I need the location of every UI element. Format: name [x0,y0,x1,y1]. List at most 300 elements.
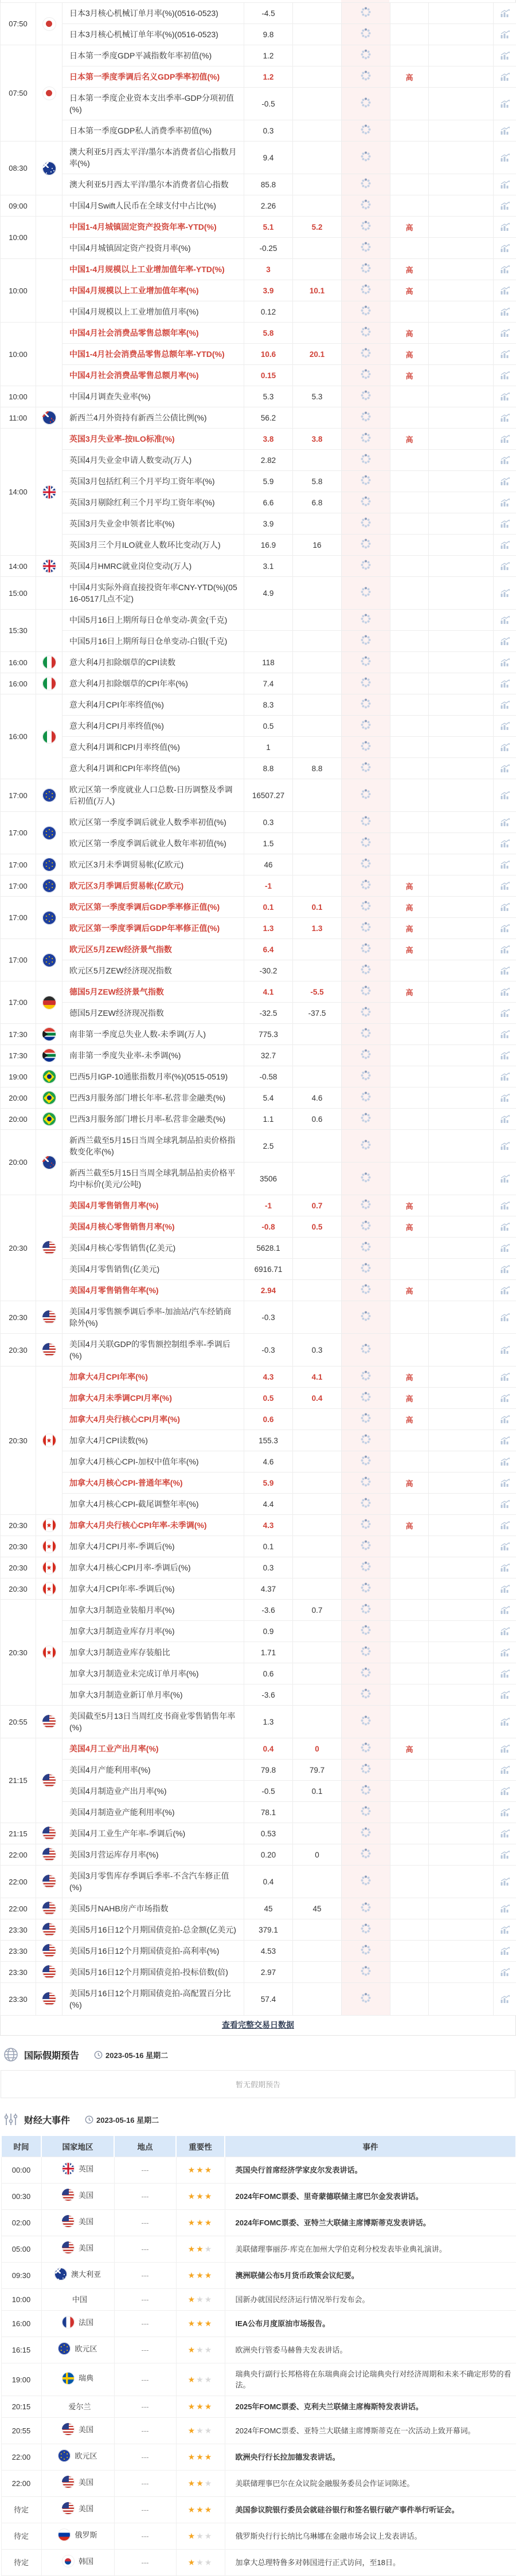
indicator-name[interactable]: 加拿大4月核心CPI月率-季调后(%) [62,1557,244,1578]
indicator-name[interactable]: 美国5月16日12个月期国债竞拍-总金额(亿美元) [62,1919,244,1941]
chart-icon-cell[interactable] [494,1760,516,1781]
indicator-name[interactable]: 中国4月城镇固定资产投资月率(%) [62,238,244,259]
indicator-name[interactable]: 英国3月三个月ILO就业人数环比变动(万人) [62,535,244,556]
chart-icon-cell[interactable] [494,918,516,939]
chart-icon-cell[interactable] [494,513,516,535]
indicator-name[interactable]: 英国3月失业金申领者比率(%) [62,513,244,535]
indicator-name[interactable]: 巴西5月IGP-10通胀指数月率(%)(0515-0519) [62,1066,244,1087]
chart-icon-cell[interactable] [494,1301,516,1334]
indicator-name[interactable]: 日本3月核心机械订单月率(%)(0516-0523) [62,3,244,24]
indicator-name[interactable]: 巴西3月服务部门增长年率-私营非金融类(%) [62,1087,244,1109]
chart-icon-cell[interactable] [494,88,516,120]
chart-icon-cell[interactable] [494,1163,516,1195]
country-flag-cell [36,1600,62,1706]
importance-badge [390,1087,429,1109]
indicator-name[interactable]: 美国4月零售销售年率(%) [62,1280,244,1301]
time-cell: 17:00 [1,897,36,939]
chart-icon-cell[interactable] [494,195,516,217]
chart-icon-cell[interactable] [494,120,516,142]
chart-icon-cell[interactable] [494,1557,516,1578]
indicator-name[interactable]: 美国4月核心零售销售(亿美元) [62,1238,244,1259]
indicator-name[interactable]: 中国5月16日上期所每日仓单变动-黄金(千克) [62,610,244,631]
event-importance-stars [176,2497,225,2523]
event-text[interactable]: 加拿大总理特鲁多对韩国进行正式访问，至18日。 [225,2550,516,2576]
chart-icon-cell[interactable] [494,1844,516,1866]
chart-icon-cell[interactable] [494,429,516,450]
chart-icon-cell[interactable] [494,344,516,365]
event-text[interactable]: 欧洲央行管委马赫鲁夫发表讲话。 [225,2337,516,2363]
indicator-name[interactable]: 意大利4月CPI年率终值(%) [62,694,244,716]
chart-icon-cell[interactable] [494,716,516,737]
country-flag-cell [36,1706,62,1738]
chart-icon-cell[interactable] [494,1578,516,1600]
event-time: 待定 [1,2523,41,2550]
chart-icon-cell[interactable] [494,1024,516,1045]
event-country [62,2316,93,2328]
loading-spinner-icon [365,1417,367,1419]
published-value-cell [342,1684,390,1706]
chart-icon-cell[interactable] [494,1802,516,1823]
indicator-name[interactable]: 中国4月Swift人民币在全球支付中占比(%) [62,195,244,217]
indicator-name[interactable]: 美国4月零售销售(亿美元) [62,1259,244,1280]
event-text[interactable]: IEA公布月度原油市场报告。 [225,2311,516,2337]
event-text[interactable]: 美联储理事巴尔在众议院金融服务委员会作证词陈述。 [225,2471,516,2497]
event-text[interactable]: 欧洲央行行长拉加德发表讲话。 [225,2444,516,2471]
indicator-name[interactable]: 意大利4月扣除烟草的CPI读数 [62,652,244,673]
previous-value: 1.2 [244,66,293,88]
chart-icon-cell[interactable] [494,1130,516,1163]
loading-spinner-icon [365,862,367,865]
indicator-name[interactable]: 新西兰4月外资持有新西兰公债比例(%) [62,407,244,429]
indicator-name[interactable]: 欧元区第一季度就业人口总数-日历调整及季调后初值(万人) [62,779,244,812]
indicator-name[interactable]: 美国3月零售库存季调后季率-不含汽车修正值(%) [62,1866,244,1898]
previous-value: 0.4 [244,1738,293,1760]
calendar-row [1,918,516,939]
chart-icon-cell[interactable] [494,1366,516,1388]
indicator-name[interactable]: 巴西3月服务部门增长月率-私营非金融类(%) [62,1109,244,1130]
chart-icon-cell[interactable] [494,217,516,238]
indicator-name[interactable]: 中国4月社会消费品零售总额月率(%) [62,365,244,386]
event-text[interactable]: 澳洲联储公布5月货币政策会议纪要。 [225,2263,516,2289]
it-flag-icon [42,677,56,690]
chart-icon-cell[interactable] [494,1706,516,1738]
chart-icon-cell[interactable] [494,1280,516,1301]
event-text[interactable]: 2024年FOMC票委、里奇蒙德联储主席巴尔金发表讲话。 [225,2184,516,2210]
chart-icon [500,222,510,231]
events-header-importance: 重要性 [176,2136,225,2157]
indicator-name[interactable]: 美国4月关联GDP的零售额控制组季率-季调后(%) [62,1334,244,1366]
chart-icon-cell[interactable] [494,631,516,652]
previous-value: 379.1 [244,1919,293,1941]
published-value-cell [342,1941,390,1962]
de-flag-icon [42,996,56,1010]
bull-bear-cell [429,1238,494,1259]
chart-icon-cell[interactable] [494,981,516,1003]
chart-icon-cell[interactable] [494,66,516,88]
chart-icon [500,1968,510,1977]
indicator-name[interactable]: 新西兰截至5月15日当周全球乳制品拍卖价格平均中标价(美元/公吨) [62,1163,244,1195]
chart-icon-cell[interactable] [494,610,516,631]
indicator-name[interactable]: 中国4月规模以上工业增加值年率(%) [62,280,244,301]
indicator-name[interactable]: 英国4月失业金申请人数变动(万人) [62,450,244,471]
indicator-name[interactable]: 欧元区5月ZEW经济景气指数 [62,939,244,960]
indicator-name[interactable]: 美国截至5月13日当周红皮书商业零售销售年率(%) [62,1706,244,1738]
bull-bear-cell [429,1216,494,1238]
chart-icon-cell[interactable] [494,1494,516,1515]
chart-icon-cell[interactable] [494,1087,516,1109]
chart-icon [500,1808,510,1817]
indicator-name[interactable]: 英国4月HMRC就业岗位变动(万人) [62,556,244,577]
country-flag-cell [36,3,62,45]
indicator-name[interactable]: 日本3月核心机械订单年率(%)(0516-0523) [62,24,244,45]
indicator-name[interactable]: 美国4月制造业产能利用率(%) [62,1802,244,1823]
chart-icon-cell[interactable] [494,758,516,779]
calendar-row [1,1898,516,1919]
us-flag-icon [42,1774,56,1788]
event-country-cell [41,2311,114,2337]
event-text[interactable]: 瑞典央行副行长邦格将在东瑞典商会讨论瑞典央行对经济周期和未来不确定形势的看法。 [225,2363,516,2396]
indicator-name[interactable]: 加拿大4月核心CPI-截尾调整年率(%) [62,1494,244,1515]
indicator-name[interactable]: 加拿大4月CPI月率-季调后(%) [62,1536,244,1557]
indicator-name[interactable]: 加拿大3月制造业库存装船比 [62,1642,244,1663]
indicator-name[interactable]: 美国5月16日12个月期国债竞拍-投标倍数(倍) [62,1962,244,1983]
view-full-data-link[interactable]: 查看完整交易日数据 [222,2020,294,2029]
previous-value: 0.3 [244,120,293,142]
chart-icon-cell[interactable] [494,1781,516,1802]
bull-bear-cell [429,386,494,407]
chart-icon-cell[interactable] [494,1259,516,1280]
indicator-name[interactable]: 澳大利亚5月西太平洋/墨尔本消费者信心指数 [62,174,244,195]
chart-icon-cell[interactable] [494,577,516,610]
published-value-cell [342,1515,390,1536]
forecast-value: 4.6 [293,1087,342,1109]
star-rating-icon: ★★★ [188,2165,213,2174]
chart-icon-cell[interactable] [494,1388,516,1409]
chart-icon-cell[interactable] [494,535,516,556]
event-text[interactable]: 美联储理事丽莎·库克在加州大学伯克利分校发表毕业典礼演讲。 [225,2236,516,2263]
chart-icon-cell[interactable] [494,492,516,513]
previous-value: 8.8 [244,758,293,779]
chart-icon-cell[interactable] [494,174,516,195]
loading-spinner-icon [365,352,367,354]
it-flag-icon [42,655,56,669]
chart-icon-cell[interactable] [494,450,516,471]
chart-icon-cell[interactable] [494,1238,516,1259]
country-flag-cell [36,142,62,195]
indicator-name[interactable]: 中国5月16日上期所每日仓单变动-白银(千克) [62,631,244,652]
indicator-name[interactable]: 新西兰截至5月15日当周全球乳制品拍卖价格指数变化率(%) [62,1130,244,1163]
indicator-name[interactable]: 加拿大4月CPI读数(%) [62,1430,244,1451]
published-value-cell [342,259,390,280]
indicator-name[interactable]: 加拿大4月核心CPI-普通年率(%) [62,1472,244,1494]
indicator-name[interactable]: 日本第一季度GDP平减指数年率初值(%) [62,45,244,66]
forecast-value: 16 [293,535,342,556]
event-location: --- [114,2418,176,2444]
calendar-row [1,66,516,88]
country-flag-cell [36,1109,62,1130]
event-text[interactable]: 美国参议院银行委员会就硅谷银行和签名银行破产事件举行听证会。 [225,2497,516,2523]
indicator-name[interactable]: 南非第一季度失业率-未季调(%) [62,1045,244,1066]
importance-badge [390,24,429,45]
chart-icon-cell[interactable] [494,812,516,833]
previous-value: 2.82 [244,450,293,471]
calendar-row [1,1515,516,1536]
published-value-cell [342,174,390,195]
bull-bear-cell [429,280,494,301]
event-text[interactable]: 国新办就国民经济运行情况举行发布会。 [225,2289,516,2311]
previous-value: -32.5 [244,1003,293,1024]
indicator-name[interactable]: 美国5月NAHB房产市场指数 [62,1898,244,1919]
bull-bear-cell [429,45,494,66]
chart-icon-cell[interactable] [494,1663,516,1684]
calendar-row [1,24,516,45]
indicator-name[interactable]: 日本第一季度季调后名义GDP季率初值(%) [62,66,244,88]
chart-icon-cell[interactable] [494,1109,516,1130]
chart-icon-cell[interactable] [494,1045,516,1066]
loading-spinner-icon [365,883,367,886]
time-cell: 20:30 [1,1536,36,1557]
previous-value: 3.8 [244,429,293,450]
chart-icon-cell[interactable] [494,365,516,386]
indicator-name[interactable]: 美国4月零售销售月率(%) [62,1195,244,1216]
indicator-name[interactable]: 欧元区3月未季调贸易帐(亿欧元) [62,854,244,875]
indicator-name[interactable]: 欧元区第一季度季调后GDP季率修正值(%) [62,897,244,918]
forecast-value: 0.1 [293,1781,342,1802]
chart-icon-cell[interactable] [494,386,516,407]
indicator-name[interactable]: 加拿大3月制造业装船月率(%) [62,1600,244,1621]
chart-icon-cell[interactable] [494,1642,516,1663]
chart-icon-cell[interactable] [494,238,516,259]
country-flag-cell [36,1066,62,1087]
indicator-name[interactable]: 意大利4月扣除烟草的CPI年率(%) [62,673,244,694]
indicator-name[interactable]: 欧元区第一季度季调后就业人数年率初值(%) [62,833,244,854]
indicator-name[interactable]: 美国4月产能利用率(%) [62,1760,244,1781]
chart-icon-cell[interactable] [494,1003,516,1024]
indicator-name[interactable]: 美国5月16日12个月期国债竞拍-高配置百分比(%) [62,1983,244,2016]
indicator-name[interactable]: 欧元区第一季度季调后就业人数季率初值(%) [62,812,244,833]
chart-icon-cell[interactable] [494,833,516,854]
chart-icon-cell[interactable] [494,1823,516,1844]
indicator-name[interactable]: 澳大利亚5月西太平洋/墨尔本消费者信心指数月率(%) [62,142,244,174]
time-cell: 17:00 [1,854,36,875]
chart-icon-cell[interactable] [494,1941,516,1962]
event-country-cell [41,2263,114,2289]
importance-badge [390,492,429,513]
indicator-name[interactable]: 美国4月工业产出月率(%) [62,1738,244,1760]
chart-icon-cell[interactable] [494,779,516,812]
chart-icon-cell[interactable] [494,1600,516,1621]
chart-icon-cell[interactable] [494,939,516,960]
event-country [62,2241,93,2254]
importance-badge: 高 [390,429,429,450]
importance-badge [390,535,429,556]
previous-value: -30.2 [244,960,293,981]
indicator-name[interactable]: 中国1-4月规模以上工业增加值年率-YTD(%) [62,259,244,280]
chart-icon-cell[interactable] [494,1409,516,1430]
bull-bear-cell [429,1962,494,1983]
calendar-row [1,1866,516,1898]
indicator-name[interactable]: 欧元区3月季调后贸易帐(亿欧元) [62,875,244,897]
indicator-name[interactable]: 中国1-4月城镇固定资产投资年率-YTD(%) [62,217,244,238]
chart-icon-cell[interactable] [494,652,516,673]
time-cell: 17:30 [1,1045,36,1066]
forecast-value [293,1430,342,1451]
published-value-cell [342,142,390,174]
chart-icon-cell[interactable] [494,1472,516,1494]
forecast-value [293,1238,342,1259]
chart-icon-cell[interactable] [494,1451,516,1472]
indicator-name[interactable]: 加拿大4月央行核心CPI年率-未季调(%) [62,1515,244,1536]
chart-icon-cell[interactable] [494,1919,516,1941]
time-cell: 20:30 [1,1600,36,1706]
indicator-name[interactable]: 美国3月营运库存月率(%) [62,1844,244,1866]
chart-icon-cell[interactable] [494,1536,516,1557]
indicator-name[interactable]: 加拿大3月制造业新订单月率(%) [62,1684,244,1706]
indicator-name[interactable]: 加拿大4月未季调CPI月率(%) [62,1388,244,1409]
indicator-name[interactable]: 中国1-4月社会消费品零售总额年率-YTD(%) [62,344,244,365]
previous-value: -0.8 [244,1216,293,1238]
chart-icon-cell[interactable] [494,142,516,174]
chart-icon-cell[interactable] [494,1962,516,1983]
published-value-cell [342,1494,390,1515]
published-value-cell [342,1472,390,1494]
chart-icon-cell[interactable] [494,24,516,45]
chart-icon-cell[interactable] [494,737,516,758]
chart-icon-cell[interactable] [494,897,516,918]
indicator-name[interactable]: 中国4月实际外商直接投资年率CNY-YTD(%)(0516-0517几点不定) [62,577,244,610]
importance-badge: 高 [390,1388,429,1409]
chart-icon-cell[interactable] [494,1515,516,1536]
importance-badge [390,513,429,535]
indicator-name[interactable]: 意大利4月调和CPI年率终值(%) [62,758,244,779]
event-country [58,2528,97,2541]
bull-bear-cell [429,1642,494,1663]
country-flag-cell [36,1962,62,1983]
chart-icon-cell[interactable] [494,1216,516,1238]
country-flag-cell [36,1823,62,1844]
previous-value: 0.1 [244,1536,293,1557]
star-rating-icon: ★★★ [188,2345,213,2354]
chart-icon-cell[interactable] [494,1195,516,1216]
importance-badge [390,1238,429,1259]
indicator-name[interactable]: 加拿大4月CPI年率(%) [62,1366,244,1388]
importance-badge [390,1259,429,1280]
indicator-name[interactable]: 英国3月剔除红利三个月平均工资年率(%) [62,492,244,513]
indicator-name[interactable]: 中国4月社会消费品零售总额年率(%) [62,323,244,344]
indicator-name[interactable]: 南非第一季度总失业人数-未季调(万人) [62,1024,244,1045]
previous-value: -1 [244,875,293,897]
indicator-name[interactable]: 美国4月零售额季调后季率-加油站/汽车经销商除外(%) [62,1301,244,1334]
chart-icon-cell[interactable] [494,1738,516,1760]
chart-icon-cell[interactable] [494,1430,516,1451]
chart-icon-cell[interactable] [494,854,516,875]
chart-icon-cell[interactable] [494,1621,516,1642]
indicator-name[interactable]: 德国5月ZEW经济现况指数 [62,1003,244,1024]
chart-icon-cell[interactable] [494,1066,516,1087]
chart-icon-cell[interactable] [494,673,516,694]
chart-icon-cell[interactable] [494,694,516,716]
indicator-name[interactable]: 加拿大3月制造业未完成订单月率(%) [62,1663,244,1684]
indicator-name[interactable]: 日本第一季度GDP私人消费季率初值(%) [62,120,244,142]
holiday-empty-box: 暂无假期预告 [1,2070,515,2098]
previous-value: 2.5 [244,1130,293,1163]
indicator-name[interactable]: 欧元区5月ZEW经济现况指数 [62,960,244,981]
forecast-value [293,1557,342,1578]
published-value-cell [342,217,390,238]
chart-icon-cell[interactable] [494,3,516,24]
chart-icon-cell[interactable] [494,407,516,429]
indicator-name[interactable]: 德国5月ZEW经济景气指数 [62,981,244,1003]
chart-icon-cell[interactable] [494,471,516,492]
chart-icon [500,1372,510,1381]
chart-icon-cell[interactable] [494,1898,516,1919]
chart-icon-cell[interactable] [494,1684,516,1706]
loading-spinner-icon [365,458,367,460]
indicator-name[interactable]: 美国4月核心零售销售月率(%) [62,1216,244,1238]
chart-icon-cell[interactable] [494,960,516,981]
bull-bear-cell [429,1301,494,1334]
time-cell: 23:30 [1,1919,36,1941]
indicator-name[interactable]: 日本第一季度企业资本支出季率-GDP分项初值(%) [62,88,244,120]
importance-badge [390,1430,429,1451]
indicator-name[interactable]: 加拿大4月核心CPI-加权中值年率(%) [62,1451,244,1472]
event-text[interactable]: 2024年FOMC票委、亚特兰大联储主席博斯蒂克在一次活动上致开幕词。 [225,2418,516,2444]
indicator-name[interactable]: 加拿大4月CPI年率-季调后(%) [62,1578,244,1600]
forecast-value [293,875,342,897]
event-text[interactable]: 俄罗斯央行行长纳比乌琳娜在金融市场会议上发表讲话。 [225,2523,516,2550]
chart-icon-cell[interactable] [494,1334,516,1366]
indicator-name[interactable]: 意大利4月调和CPI月率终值(%) [62,737,244,758]
star-rating-icon: ★★★ [188,2505,213,2514]
chart-icon-cell[interactable] [494,301,516,323]
event-text[interactable]: 2024年FOMC票委、亚特兰大联储主席博斯蒂克发表讲话。 [225,2210,516,2236]
indicator-name[interactable]: 中国4月规模以上工业增加值月率(%) [62,301,244,323]
chart-icon-cell[interactable] [494,259,516,280]
bull-bear-cell [429,577,494,610]
chart-icon-cell[interactable] [494,1866,516,1898]
chart-icon-cell[interactable] [494,280,516,301]
chart-icon-cell[interactable] [494,323,516,344]
event-time: 00:00 [1,2157,41,2184]
indicator-name[interactable]: 英国3月失业率-按ILO标准(%) [62,429,244,450]
loading-spinner-icon [365,793,367,795]
indicator-name[interactable]: 加拿大3月制造业库存月率(%) [62,1621,244,1642]
indicator-name[interactable]: 加拿大4月央行核心CPI月率(%) [62,1409,244,1430]
forecast-value [293,1259,342,1280]
indicator-name[interactable]: 美国4月工业生产年率-季调后(%) [62,1823,244,1844]
indicator-name[interactable]: 英国3月包括红利三个月平均工资年率(%) [62,471,244,492]
event-text[interactable]: 2025年FOMC票委、克利夫兰联储主席梅斯特发表讲话。 [225,2396,516,2418]
indicator-name[interactable]: 美国4月制造业产出月率(%) [62,1781,244,1802]
event-location: --- [114,2523,176,2550]
chart-icon [500,1786,510,1796]
chart-icon [500,1563,510,1572]
chart-icon-cell[interactable] [494,875,516,897]
chart-icon-cell[interactable] [494,45,516,66]
event-text[interactable]: 英国央行首席经济学家皮尔发表讲话。 [225,2157,516,2184]
chart-icon-cell[interactable] [494,1983,516,2016]
importance-badge [390,1600,429,1621]
indicator-name[interactable]: 意大利4月CPI月率终值(%) [62,716,244,737]
indicator-name[interactable]: 中国4月调查失业率(%) [62,386,244,407]
chart-icon-cell[interactable] [494,556,516,577]
forecast-value [293,1024,342,1045]
loading-spinner-icon [365,1719,367,1722]
indicator-name[interactable]: 欧元区第一季度季调后GDP年率修正值(%) [62,918,244,939]
calendar-row [1,610,516,631]
indicator-name[interactable]: 美国5月16日12个月期国债竞拍-高利率(%) [62,1941,244,1962]
importance-badge [390,1866,429,1898]
